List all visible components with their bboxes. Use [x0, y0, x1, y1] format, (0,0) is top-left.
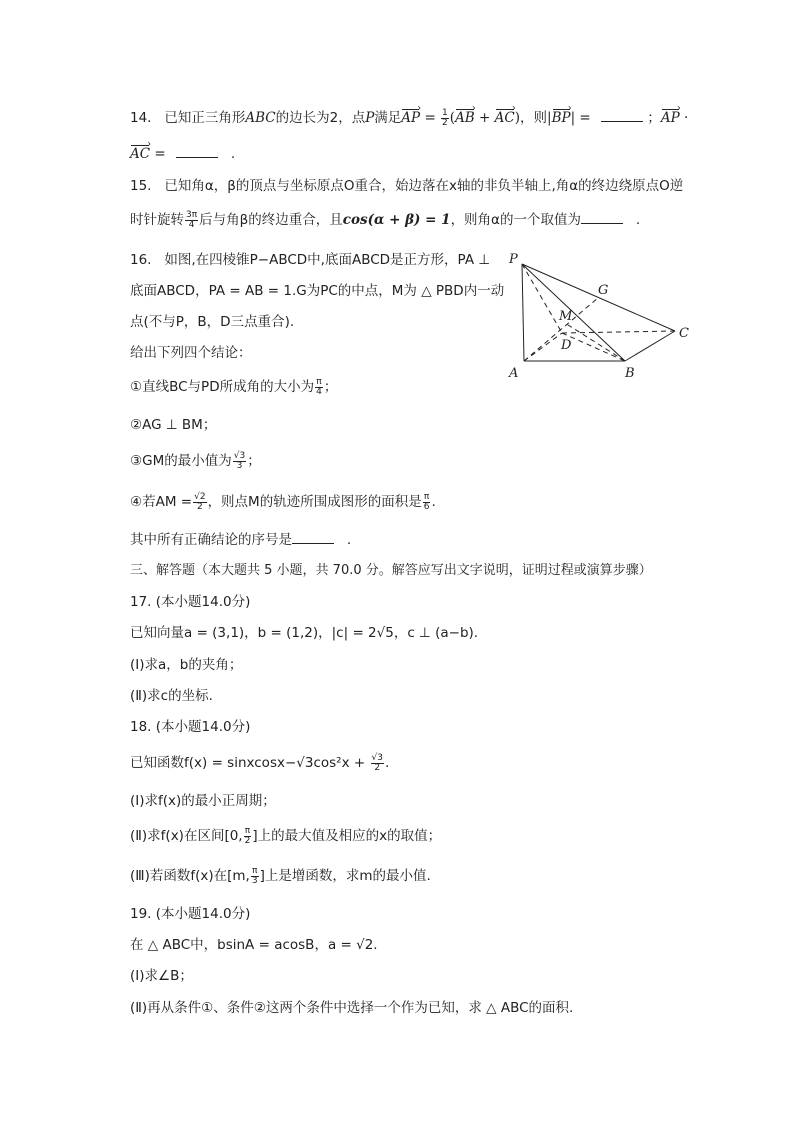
fraction-sqrt2-2: [193, 493, 206, 512]
frac-num: 1: [442, 107, 448, 118]
segment-bm: [565, 323, 625, 361]
q18-text: (Ⅲ)若函数f(x)在[m,: [130, 868, 250, 884]
q19-stem: 在 △ ABC中，bsinA = acosB，a = √2.: [130, 937, 378, 953]
q14-line1: 14. 已知正三角形ABC的边长为2，点P满足AP › = $\frac{1}{2}$ (AB › + AC ›)，则|BP ›| = ；AP › ·: [130, 108, 688, 128]
frac-num: √3: [233, 450, 246, 461]
conclusion-text: ③GM的最小值为: [130, 453, 232, 469]
answer-blank[interactable]: [601, 109, 643, 122]
frac-num: π: [423, 491, 430, 502]
conclusion-text: ②AG ⊥ BM；: [130, 417, 217, 433]
q16-line3: [130, 312, 294, 332]
q18-text: .: [384, 755, 390, 771]
q16-line4: [130, 343, 252, 363]
answer-blank[interactable]: [292, 531, 334, 544]
frac-den: 2: [374, 762, 381, 773]
vector-ap: AP ›: [661, 108, 680, 128]
frac-den: 4: [188, 219, 195, 230]
fraction-pi-6: [423, 493, 431, 512]
label-d: D: [561, 338, 572, 353]
q15-line1: [130, 176, 683, 196]
edge-ad: [524, 333, 562, 361]
q18-stem: [130, 753, 389, 773]
frac-num: π: [244, 825, 251, 836]
q15-line2: [130, 210, 640, 230]
label-m: M: [559, 309, 573, 324]
frac-den: 3: [236, 460, 243, 471]
answer-blank[interactable]: [581, 211, 623, 224]
q14-line2: [130, 144, 235, 164]
q18-part1: (Ⅰ)求f(x)的最小正周期；: [130, 793, 276, 809]
edge-pa: [522, 264, 524, 361]
q14-text: 已知正三角形: [164, 110, 246, 126]
fraction-pi-3: [251, 867, 259, 886]
pyramid-figure: [505, 245, 700, 385]
q17-part2: (Ⅱ)求c的坐标.: [130, 688, 213, 704]
q16-conclusion-4: [130, 492, 436, 512]
q14-text: 满足: [374, 110, 402, 126]
q14-text: 的边长为2，点: [275, 110, 366, 126]
q18-part3: [130, 866, 431, 886]
q15-period: .: [635, 212, 641, 228]
frac-num: π: [316, 376, 322, 387]
q14-equals: =: [154, 146, 166, 162]
label-g: G: [598, 283, 609, 298]
q15-text: 时针旋转: [130, 212, 184, 228]
fraction-3pi-4: [185, 211, 198, 230]
label-c: C: [679, 326, 689, 341]
conclusion-text: ④若AM =: [130, 494, 193, 510]
q18-head: 18. (本小题14.0分): [130, 719, 251, 735]
frac-num: π: [251, 865, 258, 876]
edge-pd: [522, 264, 562, 333]
q15-text: 后与角β的终边重合，且: [199, 212, 343, 228]
conclusion-text: ；: [247, 453, 261, 469]
vector-bp: BP ›: [552, 108, 571, 128]
fraction-sqrt3-3: [233, 452, 246, 471]
q18-text: 已知函数f(x) = sinxcosx−√3cos²x +: [130, 755, 366, 771]
label-a: A: [509, 366, 519, 381]
q18-text: (Ⅱ)求f(x)在区间[0,: [130, 828, 243, 844]
q19-part1: (Ⅰ)求∠B；: [130, 968, 193, 984]
conclusion-text: .: [431, 494, 436, 510]
frac-num: √2: [194, 491, 206, 502]
q18-text: ]上是增函数，求m的最小值.: [259, 868, 431, 884]
q18-text: ]上的最大值及相应的x的取值；: [252, 828, 442, 844]
frac-den: 2: [244, 835, 251, 846]
q16-text: 点(不与P，B，D三点重合).: [130, 314, 295, 330]
fraction-pi-4: [315, 378, 323, 397]
vector-ab: AB ›: [455, 108, 475, 128]
q16-text: 给出下列四个结论：: [130, 345, 252, 361]
frac-num: 3π: [186, 209, 198, 220]
vector-ap: AP ›: [401, 108, 420, 128]
q14-semicolon: ；: [647, 110, 661, 126]
frac-den: 2: [442, 117, 448, 128]
q15-condition: cos(α + β) = 1: [342, 212, 451, 228]
q18-part2: [130, 826, 441, 846]
q16-conclusion-1: [130, 377, 337, 397]
conclusion-text: ，则点M的轨迹所围成图形的面积是: [207, 494, 422, 510]
q16-conclusion-3: [130, 451, 261, 471]
q14-point: P: [365, 110, 375, 126]
q15-text: 已知角α，β的顶点与坐标原点O重合，始边落在x轴的非负半轴上,角α的终边绕原点O逆: [164, 178, 684, 194]
conclusion-text: ①直线BC与PD所成角的大小为: [130, 379, 315, 395]
frac-den: 4: [316, 386, 322, 397]
vector-ac: AC ›: [130, 144, 150, 164]
label-b: B: [625, 366, 635, 381]
answer-blank[interactable]: [176, 145, 218, 158]
edge-bd: [562, 333, 625, 361]
q16-line2: [130, 281, 504, 301]
edge-pb: [522, 264, 625, 361]
frac-num: √3: [371, 752, 383, 763]
q16-period: .: [346, 532, 352, 548]
q17-part1: (Ⅰ)求a，b的夹角；: [130, 657, 243, 673]
q16-line1: [130, 250, 490, 270]
q19-head: 19. (本小题14.0分): [130, 906, 251, 922]
fraction-half: [441, 109, 449, 128]
q17-stem: 已知向量a = (3,1)，b = (1,2)，|c| = 2√5，c ⊥ (a−b).: [130, 625, 479, 641]
fraction-pi-2: [244, 827, 252, 846]
frac-den: 3: [251, 875, 258, 886]
q15-number: 15.: [130, 178, 152, 194]
q16-conclusion-2: [130, 415, 216, 435]
q16-text: 如图,在四棱锥P−ABCD中,底面ABCD是正方形，PA ⊥: [164, 252, 491, 268]
q14-text: ，则: [520, 110, 548, 126]
frac-den: 2: [196, 501, 203, 512]
edge-bc: [625, 331, 675, 361]
q19-part2: (Ⅱ)再从条件①、条件②这两个条件中选择一个作为已知，求 △ ABC的面积.: [130, 1000, 574, 1016]
q14-number: 14.: [130, 110, 152, 126]
label-p: P: [509, 252, 518, 267]
frac-den: 6: [423, 501, 430, 512]
q16-ask: [130, 530, 351, 550]
vector-ac: AC ›: [495, 108, 515, 128]
q16-text: 底面ABCD，PA = AB = 1.G为PC的中点，M为 △ PBD内一动: [130, 283, 505, 299]
q14-period: .: [230, 146, 236, 162]
section-heading: 三、解答题（本大题共 5 小题，共 70.0 分。解答应写出文字说明，证明过程或演算步骤）: [130, 563, 652, 578]
conclusion-text: ；: [323, 379, 338, 395]
q17-head: 17. (本小题14.0分): [130, 594, 251, 610]
fraction-sqrt3-2: [371, 754, 384, 773]
q14-triangle: ABC: [245, 110, 276, 126]
q15-text: ，则角α的一个取值为: [450, 212, 581, 228]
q16-number: 16.: [130, 252, 152, 268]
q16-text: 其中所有正确结论的序号是: [130, 532, 292, 548]
